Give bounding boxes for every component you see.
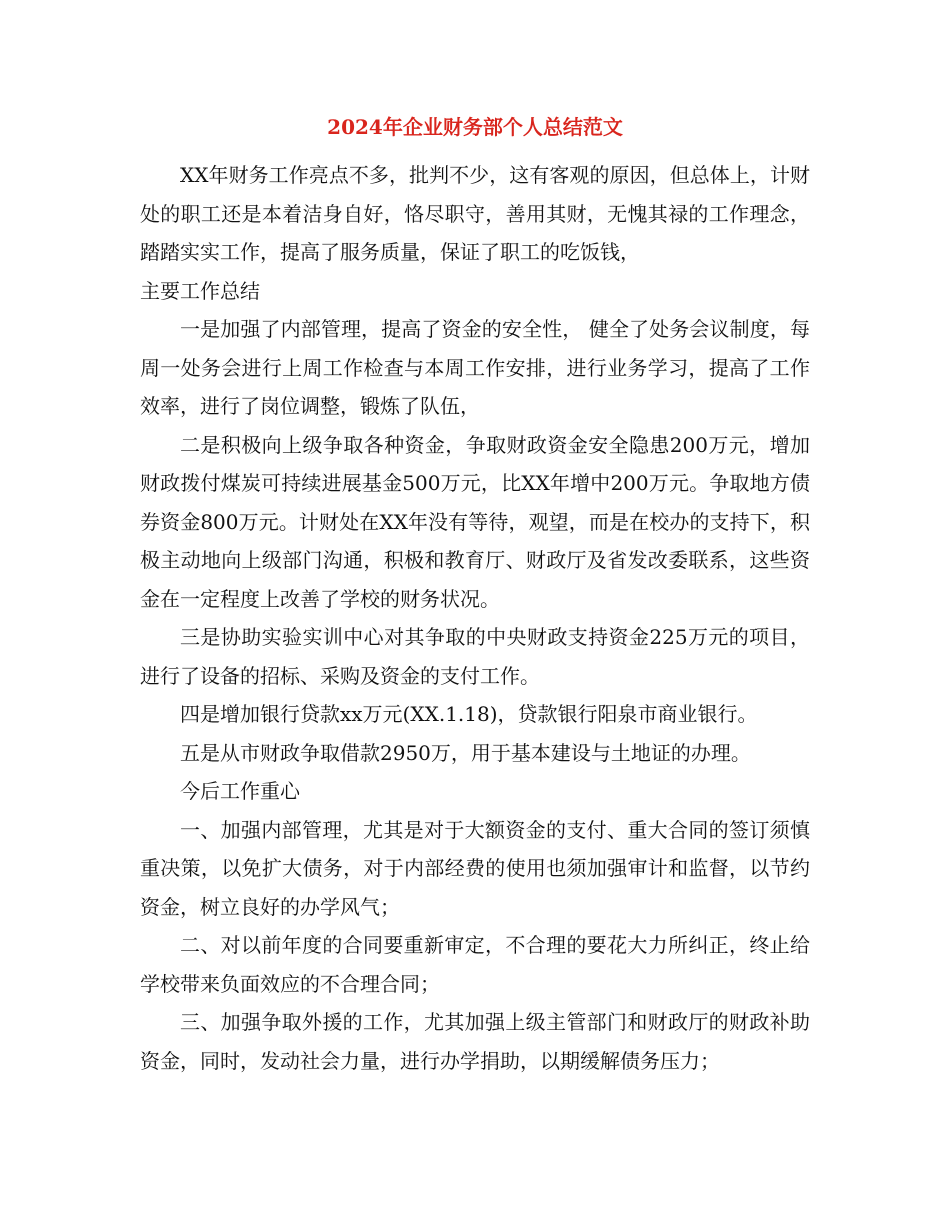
document-body <box>140 156 810 1080</box>
section-heading-future-focus: 今后工作重心 <box>180 779 300 803</box>
paragraph-item-2: 二是积极向上级争取各种资金，争取财政资金安全隐患200万元，增加财政拨付煤炭可持续进展基金500万元，比XX年增中200万元。争取地方债券资金800万元。计财处在XX年没有等待，观望，而是在校办的支持下，积极主动地向上级部门沟通，积极和教育厅、财政厅及省发改委联系，这些资金在一定程度上改善了学校的财务状况。 <box>140 432 810 611</box>
paragraph-item-4: 四是增加银行贷款xx万元(XX.1.18)，贷款银行阳泉市商业银行。 <box>180 702 758 726</box>
paragraph-intro: XX年财务工作亮点不多，批判不少，这有客观的原因，但总体上，计财处的职工还是本着洁身自好，恪尽职守，善用其财，无愧其禄的工作理念，踏踏实实工作，提高了服务质量，保证了职工的吃饭钱， <box>140 163 810 264</box>
paragraph-focus-2: 二、对以前年度的合同要重新审定，不合理的要花大力所纠正，终止给学校带来负面效应的不合理合同； <box>140 933 810 996</box>
document-title: 2024年企业财务部个人总结范文 <box>327 115 623 139</box>
paragraph-item-5: 五是从市财政争取借款2950万，用于基本建设与土地证的办理。 <box>180 740 751 765</box>
paragraph-item-3: 三是协助实验实训中心对其争取的中央财政支持资金225万元的项目，进行了设备的招标、采购及资金的支付工作。 <box>140 625 810 688</box>
paragraph-focus-1: 一、加强内部管理，尤其是对于大额资金的支付、重大合同的签订须慎重决策，以免扩大债务，对于内部经费的使用也须加强审计和监督，以节约资金，树立良好的办学风气； <box>140 817 810 919</box>
paragraph-item-1: 一是加强了内部管理，提高了资金的安全性， 健全了处务会议制度，每周一处务会进行上周工作检查与本周工作安排，进行业务学习，提高了工作效率，进行了岗位调整，锻炼了队伍， <box>140 317 810 418</box>
section-heading-work-summary: 主要工作总结 <box>140 278 260 303</box>
paragraph-focus-3: 三、加强争取外援的工作，尤其加强上级主管部门和财政厅的财政补助资金，同时，发动社会力量，进行办学捐助，以期缓解债务压力； <box>140 1010 810 1073</box>
